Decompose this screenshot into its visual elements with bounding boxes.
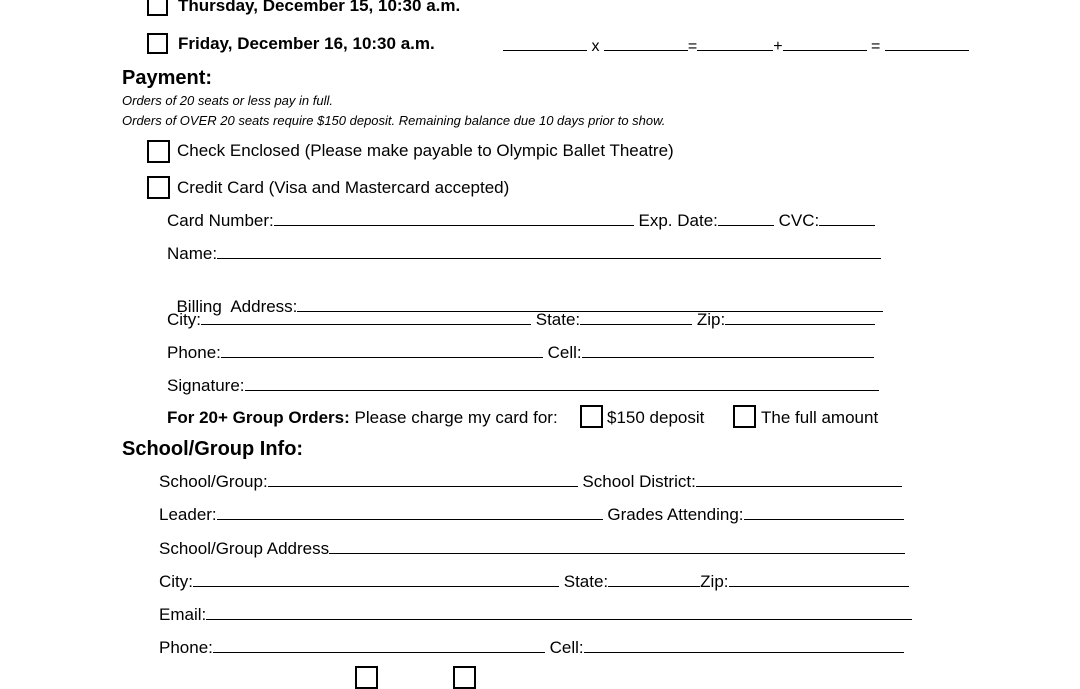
thursday-checkbox[interactable] — [147, 0, 168, 16]
school-group-field[interactable] — [268, 472, 578, 487]
school-zip-label: Zip: — [700, 572, 729, 591]
school-address-row — [159, 539, 905, 559]
leader-row — [159, 505, 904, 525]
payment-phone-field[interactable] — [221, 343, 543, 358]
school-zip-field[interactable] — [729, 572, 909, 587]
cvc-field[interactable] — [819, 211, 875, 226]
deposit-label: $150 deposit — [607, 408, 705, 427]
school-address-field[interactable] — [329, 539, 905, 554]
calc-equals-1: = — [687, 38, 698, 55]
school-state-label: State: — [563, 572, 609, 591]
school-group-row — [159, 472, 902, 492]
school-heading: School/Group Info: — [122, 438, 304, 460]
school-phone-field[interactable] — [213, 638, 545, 653]
payment-state-field[interactable] — [580, 310, 692, 325]
payment-heading: Payment: — [122, 67, 213, 89]
school-district-label: School District: — [582, 472, 696, 491]
school-city-label: City: — [159, 572, 193, 591]
bottom-checkbox-2[interactable] — [453, 666, 476, 689]
payment-phone-label: Phone: — [167, 343, 221, 362]
school-email-row — [159, 605, 912, 625]
bottom-checkbox-1[interactable] — [355, 666, 378, 689]
school-address-label: School/Group Address — [159, 539, 330, 558]
calc-line — [503, 36, 969, 56]
full-amount-checkbox[interactable] — [733, 405, 756, 428]
deposit-checkbox[interactable] — [580, 405, 603, 428]
credit-card-label: Credit Card (Visa and Mastercard accepted) — [177, 178, 510, 197]
signature-row — [167, 376, 879, 396]
school-cell-field[interactable] — [584, 638, 904, 653]
calc-plus: + — [773, 38, 783, 55]
school-email-label: Email: — [159, 605, 207, 624]
school-district-field[interactable] — [696, 472, 902, 487]
card-number-label: Card Number: — [167, 211, 274, 230]
billing-address-label: Billing Address: — [176, 297, 298, 316]
card-number-row — [167, 211, 875, 231]
school-city-row — [159, 572, 909, 592]
school-cell-label: Cell: — [549, 638, 584, 657]
payment-cell-label: Cell: — [547, 343, 582, 362]
payment-note-1: Orders of 20 seats or less pay in full. — [122, 93, 333, 108]
group-orders-heading: For 20+ Group Orders: — [167, 408, 350, 427]
thursday-show-label: Thursday, December 15, 10:30 a.m. — [178, 0, 461, 15]
exp-date-field[interactable] — [718, 211, 774, 226]
school-email-field[interactable] — [206, 605, 912, 620]
credit-card-checkbox[interactable] — [147, 176, 170, 199]
friday-show-label: Friday, December 16, 10:30 a.m. — [178, 34, 435, 53]
calc-extra-field[interactable] — [783, 36, 867, 51]
grades-attending-field[interactable] — [744, 505, 904, 520]
payment-city-label: City: — [167, 310, 201, 329]
name-label: Name: — [167, 244, 218, 263]
check-enclosed-label: Check Enclosed (Please make payable to Olympic Ballet Theatre) — [177, 141, 674, 160]
payment-phone-row — [167, 343, 874, 363]
check-enclosed-checkbox[interactable] — [147, 140, 170, 163]
payment-zip-label: Zip: — [696, 310, 726, 329]
name-field[interactable] — [217, 244, 881, 259]
grades-attending-label: Grades Attending: — [607, 505, 744, 524]
school-state-field[interactable] — [608, 572, 700, 587]
signature-field[interactable] — [245, 376, 879, 391]
name-row — [167, 244, 881, 264]
signature-label: Signature: — [167, 376, 245, 395]
card-number-field[interactable] — [274, 211, 634, 226]
payment-state-label: State: — [535, 310, 581, 329]
school-phone-label: Phone: — [159, 638, 213, 657]
calc-times: x — [591, 38, 600, 55]
calc-total-field[interactable] — [885, 36, 969, 51]
group-orders-text: Please charge my card for: — [354, 408, 558, 427]
cvc-label: CVC: — [778, 211, 820, 230]
leader-label: Leader: — [159, 505, 217, 524]
school-phone-row — [159, 638, 904, 658]
payment-cell-field[interactable] — [582, 343, 874, 358]
group-orders-row — [167, 408, 558, 428]
calc-subtotal-field[interactable] — [697, 36, 773, 51]
payment-zip-field[interactable] — [725, 310, 875, 325]
payment-note-2: Orders of OVER 20 seats require $150 deposit. Remaining balance due 10 days prior to show. — [122, 113, 666, 128]
payment-city-row — [167, 310, 875, 330]
calc-equals-2: = — [871, 38, 881, 55]
full-amount-label: The full amount — [761, 408, 879, 427]
payment-city-field[interactable] — [201, 310, 531, 325]
exp-date-label: Exp. Date: — [638, 211, 718, 230]
school-city-field[interactable] — [193, 572, 559, 587]
school-group-label: School/Group: — [159, 472, 268, 491]
leader-field[interactable] — [217, 505, 603, 520]
friday-checkbox[interactable] — [147, 33, 168, 54]
calc-seats-field[interactable] — [503, 36, 587, 51]
calc-price-field[interactable] — [604, 36, 688, 51]
